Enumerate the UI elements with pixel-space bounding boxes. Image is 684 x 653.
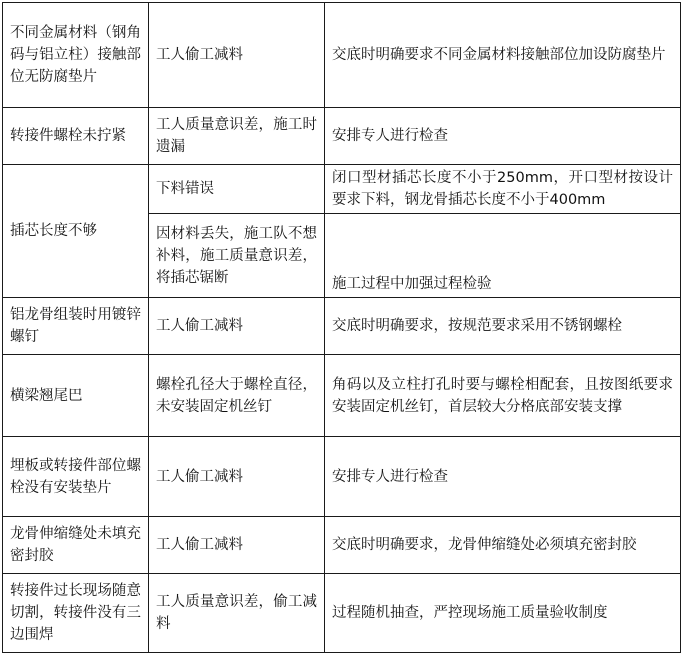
table-row — [3, 3, 681, 108]
problem-cell: 铝龙骨组装时用镀锌螺钉 — [3, 298, 149, 355]
measure-cell: 交底时明确要求，按规范要求采用不锈钢螺栓 — [325, 298, 681, 355]
problem-cell: 不同金属材料（钢角码与铝立柱）接触部位无防腐垫片 — [3, 3, 149, 108]
cause-cell: 工人偷工减料 — [149, 3, 325, 108]
measure-cell: 过程随机抽查，严控现场施工质量验收制度 — [325, 574, 681, 653]
problem-cell: 转接件过长现场随意切割，转接件没有三边围焊 — [3, 574, 149, 653]
table-row — [3, 517, 681, 574]
measure-cell: 角码以及立柱打孔时要与螺栓相配套，且按图纸要求安装固定机丝钉，首层较大分格底部安装支撑 — [325, 355, 681, 437]
measure-cell: 安排专人进行检查 — [325, 437, 681, 517]
table-row — [3, 574, 681, 653]
cause-cell: 因材料丢失，施工队不想补料，施工质量意识差，将插芯锯断 — [149, 214, 325, 298]
measure-cell: 交底时明确要求，龙骨伸缩缝处必须填充密封胶 — [325, 517, 681, 574]
cause-cell: 工人偷工减料 — [149, 437, 325, 517]
problem-cell: 插芯长度不够 — [3, 165, 149, 298]
table-row — [3, 437, 681, 517]
cause-cell: 螺栓孔径大于螺栓直径，未安装固定机丝钉 — [149, 355, 325, 437]
problem-cell: 龙骨伸缩缝处未填充密封胶 — [3, 517, 149, 574]
problem-cell: 横梁翘尾巴 — [3, 355, 149, 437]
cause-cell: 工人偷工减料 — [149, 517, 325, 574]
cause-cell: 工人质量意识差，施工时遗漏 — [149, 108, 325, 165]
measure-cell: 施工过程中加强过程检验 — [325, 214, 681, 298]
quality-issue-table — [2, 2, 681, 653]
cause-cell: 下料错误 — [149, 165, 325, 214]
cause-cell: 工人质量意识差，偷工减料 — [149, 574, 325, 653]
measure-cell: 闭口型材插芯长度不小于250mm，开口型材按设计要求下料，钢龙骨插芯长度不小于400mm — [325, 165, 681, 214]
measure-cell: 安排专人进行检查 — [325, 108, 681, 165]
table-row — [3, 298, 681, 355]
measure-cell: 交底时明确要求不同金属材料接触部位加设防腐垫片 — [325, 3, 681, 108]
problem-cell: 转接件螺栓未拧紧 — [3, 108, 149, 165]
problem-cell: 埋板或转接件部位螺栓没有安装垫片 — [3, 437, 149, 517]
table-row — [3, 355, 681, 437]
table-row — [3, 165, 681, 214]
cause-cell: 工人偷工减料 — [149, 298, 325, 355]
table-row — [3, 108, 681, 165]
